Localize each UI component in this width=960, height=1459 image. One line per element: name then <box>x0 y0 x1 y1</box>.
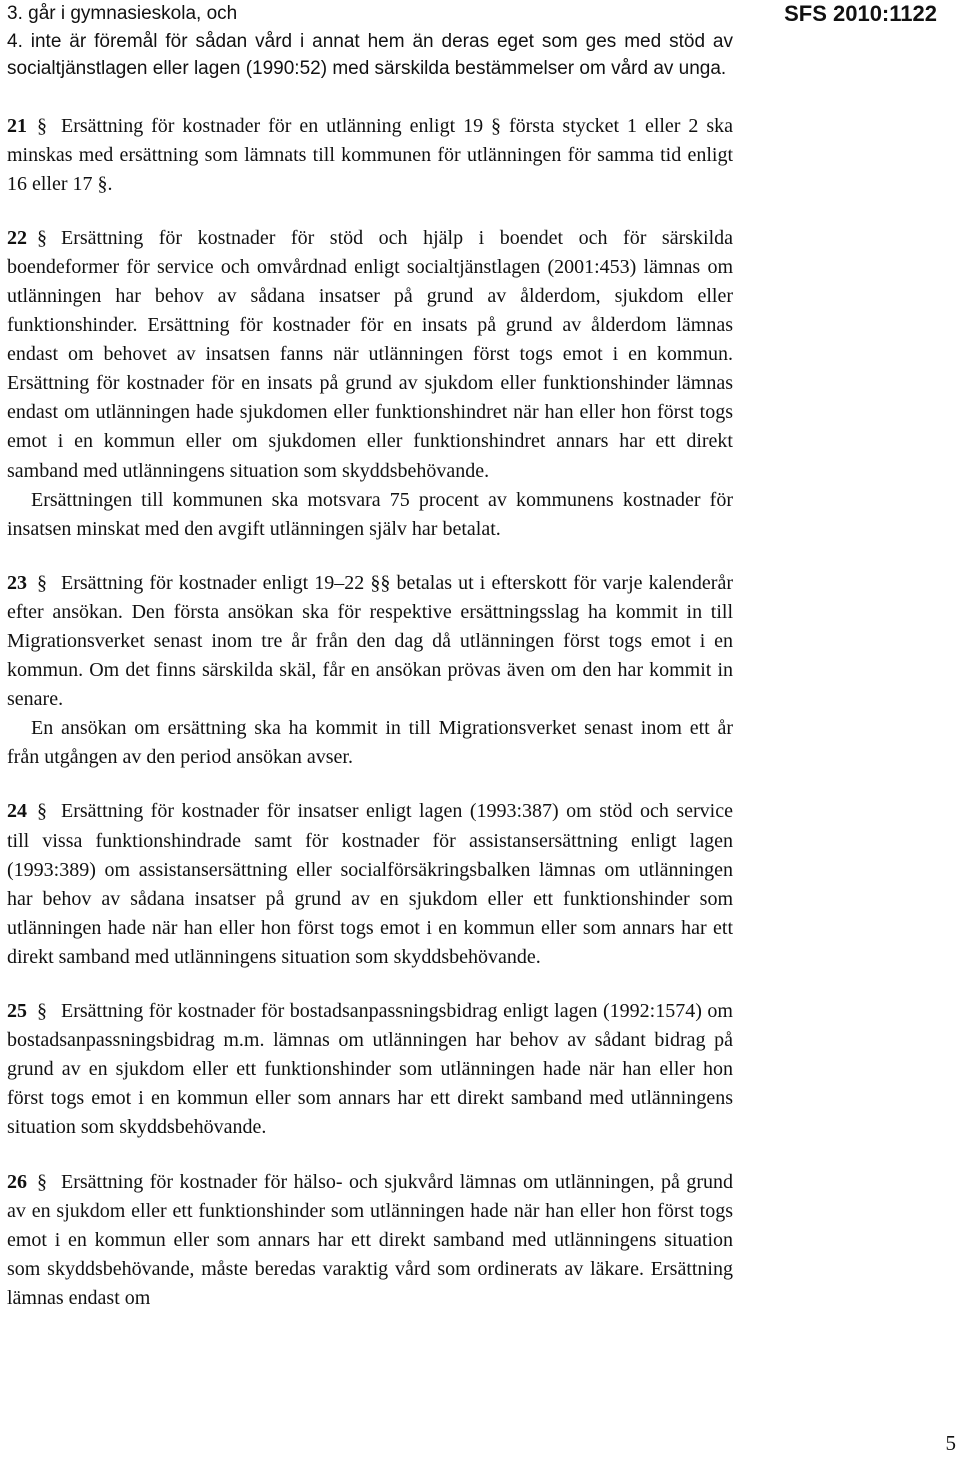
section-22-paragraph-1 <box>7 224 733 486</box>
section-sign: § <box>37 226 47 249</box>
section-number: 25 <box>7 1000 27 1023</box>
sfs-number-header: SFS 2010:1122 <box>784 1 937 26</box>
list-item-3: 3. går i gymnasieskola, och <box>7 3 238 24</box>
section-25-paragraph-1 <box>7 997 733 1142</box>
section-text: Ersättning för kostnader för bostadsanpassningsbidrag enligt lagen (1992:1574) om bostadsanpassningsbidrag m.m. lämnas om utlänningen har behov av sådant bidrag på grund av en sjukdom eller ett funktionshinder som utlänningen hade när han eller hon först togs emot i en kommun eller som annars har ett direkt samband med utlänningens situation som skyddsbehövande. <box>7 1000 733 1139</box>
section-22-paragraph-2: Ersättningen till kommunen ska motsvara 75 procent av kommunens kostnader för insatsen minskat med den avgift utlänningen själv har betalat. <box>7 488 733 540</box>
section-sign: § <box>37 1000 47 1023</box>
section-sign: § <box>37 571 47 594</box>
section-sign: § <box>37 1170 47 1193</box>
section-sign: § <box>37 800 47 823</box>
page-number: 5 <box>945 1431 956 1455</box>
section-23-paragraph-1 <box>7 569 733 714</box>
section-text: Ersättning för kostnader för hälso- och sjukvård lämnas om utlänningen, på grund av en sjukdom eller ett funktionshinder som utlänningen hade när han eller hon först togs emot i en kommun eller som annars har ett direkt samband med utlänningens situation som skyddsbehövande, måste beredas varaktig vård som ordinerats av läkare. Ersättning lämnas endast om <box>7 1170 733 1309</box>
section-21 <box>7 112 733 199</box>
section-sign: § <box>37 114 47 137</box>
section-22 <box>7 224 733 544</box>
section-25 <box>7 997 733 1142</box>
section-text: Ersättning för kostnader för stöd och hjälp i boendet och för särskilda boendeformer för service och omvårdnad enligt socialtjänstlagen (2001:453) lämnas om utlänningen har behov av sådana insatser på grund av ålderdom, sjukdom eller funktionshinder. Ersättning för kostnader för en insats på grund av ålderdom lämnas endast om behovet av insatsen fanns när utlänningen först togs emot i en kommun. Ersättning för kostnader för en insats på grund av sjukdom eller funktionshinder lämnas endast om utlänningen hade sjukdomen eller funktionshindret när han eller hon först togs emot i en kommun eller om sjukdomen eller funktionshindret annars har ett direkt samband med utlänningens situation som skyddsbehövande. <box>7 226 733 482</box>
section-24-paragraph-1 <box>7 797 733 972</box>
section-number: 26 <box>7 1170 27 1193</box>
list-item-4: 4. inte är föremål för sådan vård i annat hem än deras eget som ges med stöd av socialtjänstlagen eller lagen (1990:52) med särskilda bestämmelser om vård av unga. <box>7 30 733 79</box>
section-text: Ersättning för kostnader för insatser enligt lagen (1993:387) om stöd och service till vissa funktionshindrade samt för kostnader för assistansersättning enligt lagen (1993:389) om assistansersättning eller socialförsäkringsbalken lämnas om utlänningen har behov av sådana insatser på grund av en sjukdom eller ett funktionshinder som utlänningen hade när han eller hon först togs emot i en kommun eller som annars har ett direkt samband med utlänningens situation som skyddsbehövande. <box>7 800 733 968</box>
section-23 <box>7 569 733 773</box>
section-text: Ersättning för kostnader för en utlänning enligt 19 § första stycket 1 eller 2 ska minskas med ersättning som lämnats till kommunen för utlänningen för samma tid enligt 16 eller 17 §. <box>7 114 733 195</box>
section-24 <box>7 797 733 972</box>
section-21-paragraph-1 <box>7 112 733 199</box>
section-number: 23 <box>7 571 27 594</box>
document-body <box>7 0 733 1313</box>
section-number: 24 <box>7 800 27 823</box>
section-26 <box>7 1168 733 1313</box>
section-number: 21 <box>7 114 27 137</box>
section-23-paragraph-2: En ansökan om ersättning ska ha kommit in till Migrationsverket senast inom ett år från utgången av den period ansökan avser. <box>7 717 733 769</box>
section-number: 22 <box>7 226 27 249</box>
section-26-paragraph-1 <box>7 1168 733 1313</box>
section-text: Ersättning för kostnader enligt 19–22 §§ betalas ut i efterskott för varje kalenderår efter ansökan. Den första ansökan ska för respektive ersättningsslag ha kommit in till Migrationsverket senast inom tre år från den dag då utlänningen först togs emot i en kommun. Om det finns särskilda skäl, får en ansökan prövas även om den har kommit in senare. <box>7 571 733 711</box>
